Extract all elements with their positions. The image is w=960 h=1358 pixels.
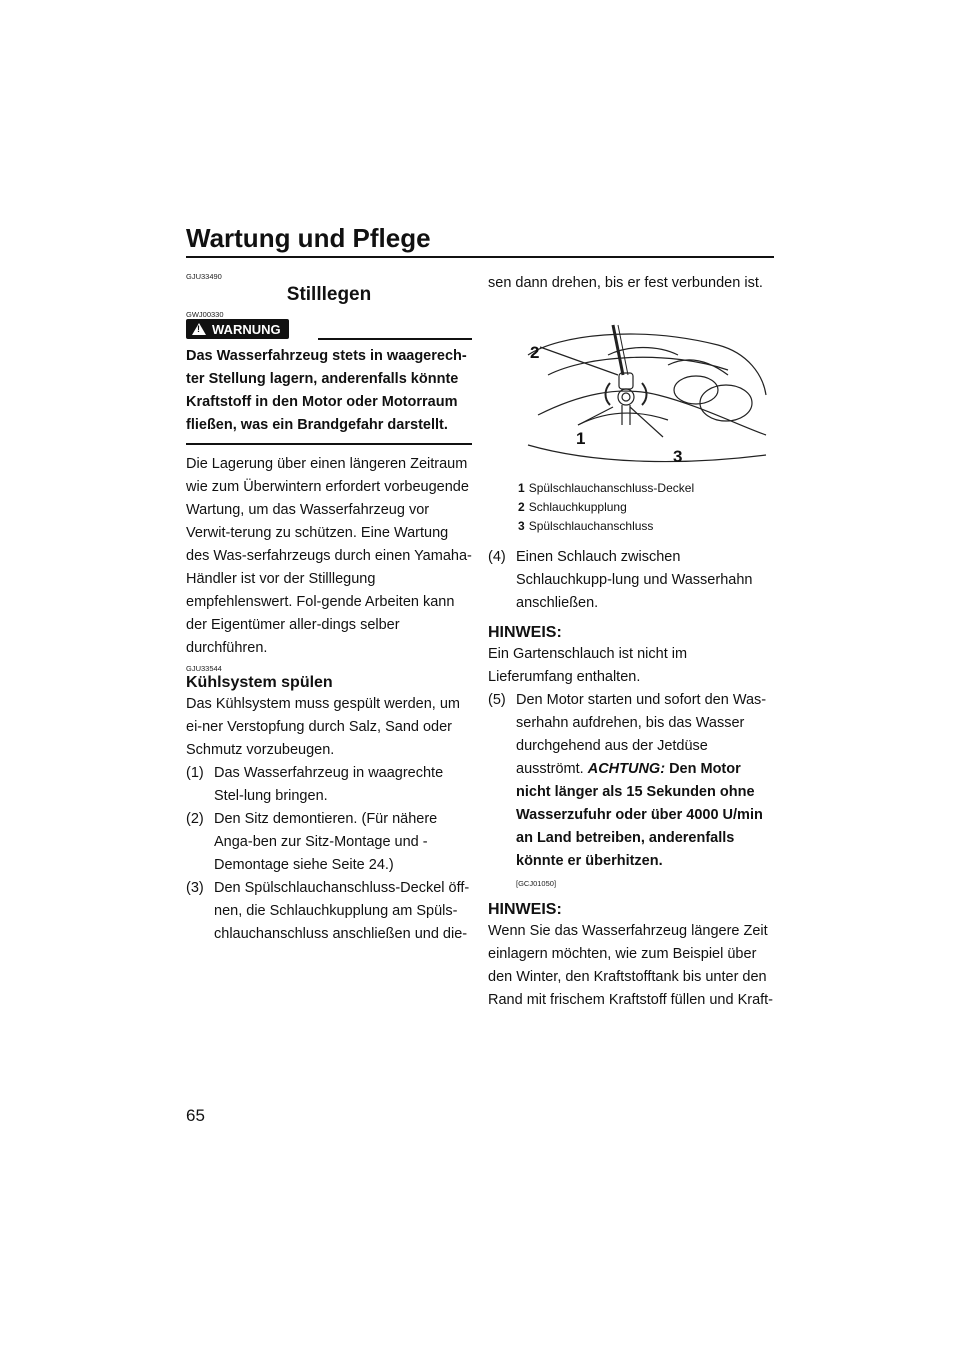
step-number: (2) (186, 810, 204, 827)
legend-item: 3 Spülschlauchanschluss (518, 519, 654, 533)
hose-connection-figure (518, 315, 768, 473)
step-number: (5) (488, 692, 506, 708)
figure-label-3: 3 (673, 447, 683, 466)
intro-paragraph: Die Lagerung über einen längeren Zeitraum wie zum Überwintern erfordert vorbeugende Wartung, um das Wasserfahrzeug vor Verwit-terung zu schützen. Eine Wartung des Was-serfahrzeugs durch einen Yamaha-Händler ist vor der Stilllegung empfehlenswert. Fol-gende Arbeiten kann der Eigentümer aller-dings selber durchführen. (186, 455, 472, 656)
step-text: Den Spülschlauchanschluss-Deckel öff-nen, die Schlauchkupplung am Spüls-chlauchanschluss anschließen und die- (214, 879, 470, 942)
figure-label-1: 1 (576, 429, 586, 448)
warning-code: GWJ00330 (186, 310, 224, 319)
warning-triangle-icon: ! (192, 323, 206, 335)
step-2 (186, 808, 472, 877)
step-5-text: Den Motor starten und sofort den Was-serhahn aufdrehen, bis das Wasser durchgehend aus der Jetdüse ausströmt. (516, 692, 767, 777)
subsection-intro: Das Kühlsystem muss gespült werden, um ei-ner Verstopfung durch Salz, Sand oder Schmutz vorzubeugen. (186, 695, 460, 758)
right-column (488, 272, 774, 1012)
warning-header (186, 319, 472, 341)
page-title: Wartung und Pflege (186, 223, 431, 253)
note-text-2: Wenn Sie das Wasserfahrzeug längere Zeit einlagern möchten, wie zum Beispiel über den Winter, den Kraftstofftank bis unter den Rand mit frischem Kraftstoff füllen und Kraft- (488, 923, 774, 1008)
legend-item: 2 Schlauchkupplung (518, 500, 627, 514)
subsection-code: GJU33544 (186, 663, 222, 673)
page-header (186, 222, 774, 254)
subsection-heading: Kühlsystem spülen (186, 673, 333, 691)
warning-bottom-rule (186, 443, 472, 445)
step-text: Das Wasserfahrzeug in waagrechte Stel-lung bringen. (214, 764, 444, 804)
warning-text: Das Wasserfahrzeug stets in waagerech-ter Stellung lagern, anderenfalls könnte Kraftstoff in den Motor oder Motorraum fließen, was ein Brandgefahr darstellt. (186, 348, 467, 433)
note-heading-2: HINWEIS: (488, 901, 562, 918)
legend-item: 1 Spülschlauchanschluss-Deckel (518, 481, 695, 495)
hose-connection-illustration (518, 315, 768, 473)
step-text (516, 689, 774, 888)
note-text: Ein Gartenschlauch ist nicht im Lieferumfang enthalten. (488, 646, 688, 685)
step-5 (488, 689, 774, 888)
step-3 (186, 877, 472, 946)
figure-legend (518, 479, 774, 536)
warning-badge (186, 319, 289, 339)
step-number: (4) (488, 549, 506, 565)
section-title: Stilllegen (286, 284, 372, 305)
header-rule (186, 256, 774, 258)
warning-rule (318, 338, 472, 340)
warning-label: WARNUNG (212, 321, 281, 337)
reference-code: GJU33490 (186, 272, 222, 281)
caution-label: ACHTUNG: (587, 761, 666, 777)
step-number: (3) (186, 879, 204, 896)
note-heading: HINWEIS: (488, 624, 562, 641)
caution-text: Den Motor nicht länger als 15 Sekunden ohne Wasserzufuhr oder über 4000 U/min an Land betreiben, anderenfalls könnte er überhitzen. (516, 761, 763, 869)
continuation-text: sen dann drehen, bis er fest verbunden ist. (488, 275, 763, 291)
step-4 (488, 546, 774, 615)
figure-label-2: 2 (530, 343, 540, 362)
left-column (186, 272, 472, 946)
caution-code: [GCJ01050] (516, 879, 557, 888)
step-text: Einen Schlauch zwischen Schlauchkupp-lung und Wasserhahn anschließen. (516, 549, 753, 611)
step-1 (186, 762, 472, 808)
step-number: (1) (186, 764, 204, 781)
step-text: Den Sitz demontieren. (Für nähere Anga-ben zur Sitz-Montage und -Demontage siehe Seite 24.) (214, 810, 438, 873)
page-number: 65 (186, 1106, 205, 1125)
